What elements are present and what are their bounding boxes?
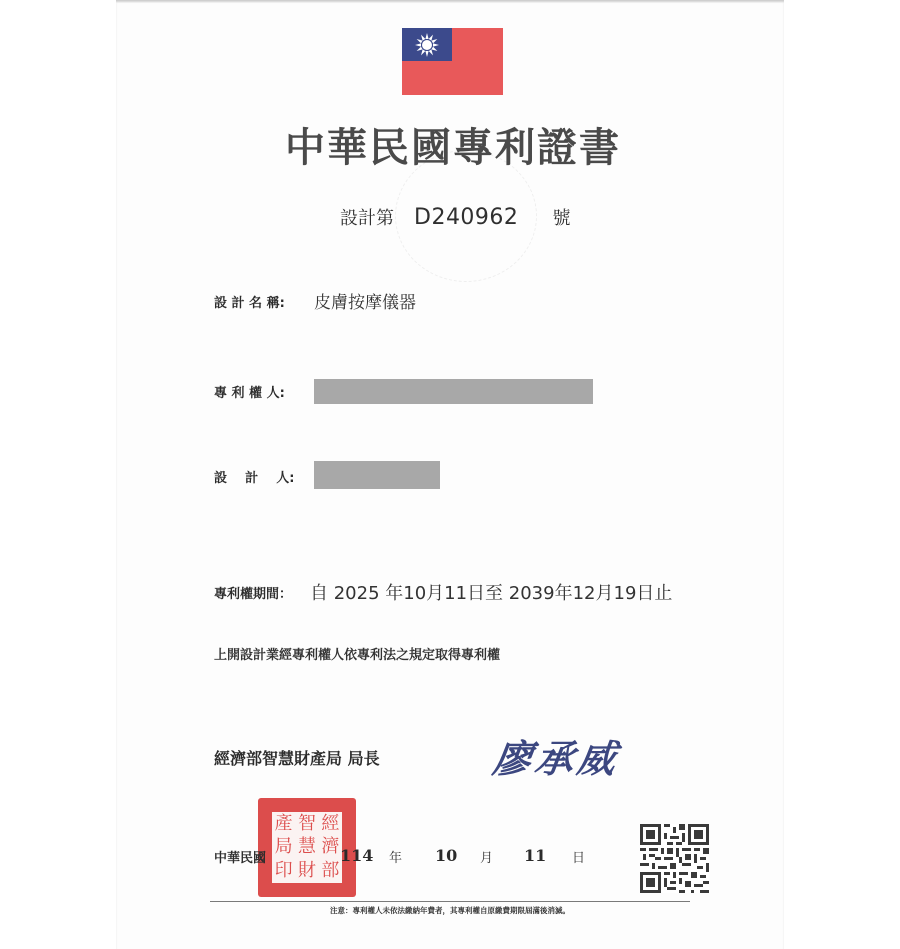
patent-term-label: 專利權期間： <box>214 587 293 602</box>
footer-divider <box>210 901 690 902</box>
designer-redacted-value <box>314 461 440 489</box>
certificate-number-prefix: 設計第 <box>340 208 394 229</box>
qr-code-icon <box>640 824 709 893</box>
issuing-authority: 經濟部智慧財產局 局長 <box>214 749 380 768</box>
certificate-number <box>340 204 570 230</box>
issue-date-month: 10 <box>435 846 458 865</box>
seal-char: 經 <box>321 812 340 834</box>
seal-char: 部 <box>321 860 340 882</box>
issue-date-month-unit: 月 <box>480 851 494 866</box>
patent-term-value: 自 2025 年10月11日至 2039年12月19日止 <box>310 583 673 604</box>
seal-inner <box>272 812 342 883</box>
designer-label: 設 計 人: <box>214 471 295 486</box>
patentee-label: 專 利 權 人: <box>214 386 285 401</box>
paper-edge <box>116 0 784 3</box>
issue-date-day: 11 <box>524 846 547 865</box>
patentee-redacted-value <box>314 379 593 404</box>
seal-char: 智 <box>298 812 317 834</box>
flag-canton <box>402 28 452 61</box>
issue-date-year: 114 <box>340 846 374 865</box>
certificate-number-suffix: 號 <box>552 208 571 229</box>
design-name-label: 設 計 名 稱: <box>214 296 285 311</box>
issue-date-year-unit: 年 <box>389 851 403 866</box>
roc-flag-icon <box>402 28 503 95</box>
seal-char: 濟 <box>321 836 340 858</box>
seal-char: 印 <box>274 860 293 882</box>
issue-date-day-unit: 日 <box>572 851 586 866</box>
seal-char: 慧 <box>298 836 317 858</box>
seal-char: 產 <box>274 812 293 834</box>
director-signature: 廖承威 <box>490 736 623 781</box>
seal-char: 局 <box>274 836 293 858</box>
grant-statement: 上開設計業經專利權人依專利法之規定取得專利權 <box>214 648 501 663</box>
footer-notice: 注意：專利權人未依法繳納年費者，其專利權自原繳費期限屆滿後消滅。 <box>330 906 570 915</box>
certificate-number-value: D240962 <box>414 205 519 230</box>
seal-char: 財 <box>298 860 317 882</box>
sun-icon <box>414 32 440 58</box>
certificate-title: 中華民國專利證書 <box>285 124 621 171</box>
issue-date-era: 中華民國 <box>214 851 267 866</box>
design-name-value: 皮膚按摩儀器 <box>314 293 416 313</box>
